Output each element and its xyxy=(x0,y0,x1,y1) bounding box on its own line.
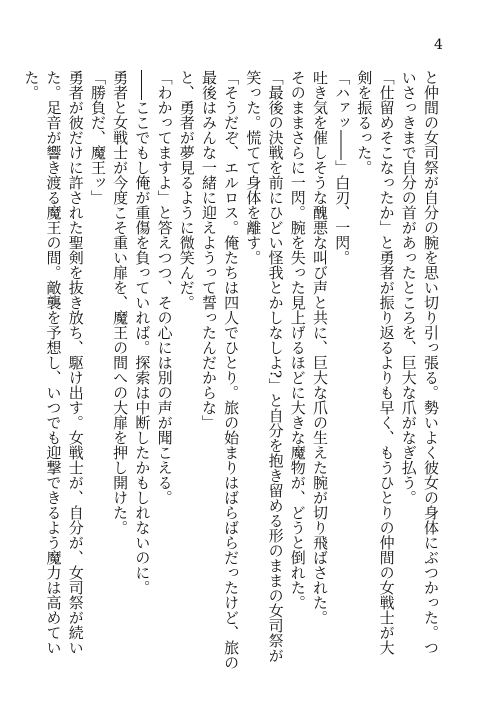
text-line: 笑った。慌てて身体を離す。 xyxy=(244,70,263,265)
text-line: 「ハァッ――」白刃、一閃。 xyxy=(333,70,352,265)
text-line: た。足音が響き渡る魔王の間。敵襲を予想し、いつでも迎撃できるよう魔力は高めていた。 xyxy=(22,70,63,655)
text-line: 勇者が彼だけに許された聖剣を抜き放ち、駆け出す。女戦士が、自分が、女司祭が続い xyxy=(66,70,85,655)
text-line: 「そうだぞ、エルロス。俺たちは四人でひとり。旅の始まりはばらばらだったけど、旅の xyxy=(222,70,241,670)
text-line: 吐き気を催しそうな醜悪な叫び声と共に、巨大な爪の生えた腕が切り飛ばされた。 xyxy=(310,70,329,625)
text-line: と仲間の女司祭が自分の腕を思い切り引っ張る。勢いよく彼女の身体にぶつかった。つ xyxy=(422,70,440,655)
page-number: 4 xyxy=(434,37,443,53)
text-line: そのままさらに一閃。腕を失った見上げるほどに大きな魔物が、どうと倒れた。 xyxy=(288,70,307,610)
text-line: ――ここでもし俺が重傷を負っていれば。探索は中断したかもしれないのに。 xyxy=(133,70,152,595)
text-line: いさっきまで自分の首があったところを、巨大な爪がなぎ払う。 xyxy=(399,70,418,505)
text-line: 「最後の決戦を前にひどい怪我とかしなしよ?」と自分を抱き留める形のままの女司祭が xyxy=(266,70,285,664)
text-line: 「勝負だ、魔王ッ」 xyxy=(88,70,107,205)
text-line: 剣を振るった。 xyxy=(355,70,374,175)
text-line: 勇者と女戦士が今度こそ重い扉を、魔王の間への大扉を押し開けた。 xyxy=(111,70,130,535)
text-line: 「仕留めそこなったか」と勇者が振り返るよりも早く、もうひとりの仲間の女戦士が大 xyxy=(377,70,396,655)
text-line: 「わかってますよ」と答えつつ、その心には別の声が聞こえる。 xyxy=(155,70,174,505)
vertical-text-body xyxy=(22,70,442,682)
text-line: 最後はみんな一緒に迎えようって誓ったんだからな」 xyxy=(199,70,218,430)
text-line: と、勇者が夢見るように微笑んだ。 xyxy=(177,70,196,310)
